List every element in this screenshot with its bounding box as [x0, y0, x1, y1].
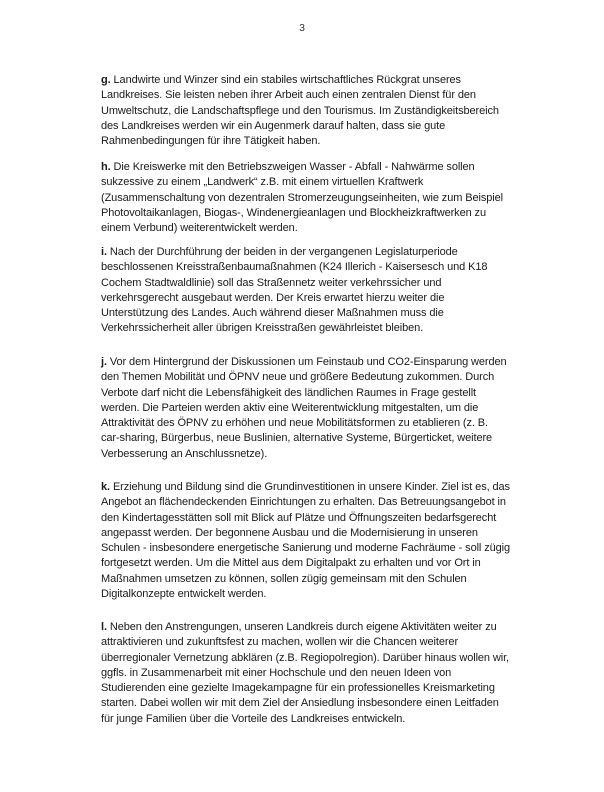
- paragraph-line: Studierenden eine gezielte Imagekampagne für ein professionelles Kreismarketing: [101, 682, 495, 695]
- paragraph-marker: k.: [101, 481, 110, 493]
- paragraph-line: den Themen Mobilität und ÖPNV neue und größere Bedeutung zukommen. Durch: [101, 371, 495, 384]
- paragraph-line: attraktivieren und zukunftsfest zu machen, wollen wir die Chancen weiterer: [101, 636, 459, 649]
- paragraph-line: werden. Die Parteien werden aktiv eine Weiterentwicklung mitgestalten, um die: [101, 401, 479, 414]
- paragraph-line: Verbote darf nicht die Lebensfähigkeit des ländlichen Raumes in Frage gestellt: [101, 386, 476, 399]
- page-number: 3: [299, 22, 305, 34]
- paragraph-line: ggfls. in Zusammenarbeit mit einer Hochschule und den neuen Ideen von: [101, 666, 452, 679]
- paragraph-g: [101, 73, 541, 149]
- paragraph-line: einem Verbund) weiterentwickelt werden.: [101, 222, 298, 235]
- paragraph-line: sukzessive zu einem „Landwerk“ z.B. mit einem virtuellen Kraftwerk: [101, 176, 424, 189]
- paragraph-line: g. Landwirte und Winzer sind ein stabiles wirtschaftliches Rückgrat unseres: [101, 74, 461, 86]
- paragraph-line: des Landkreises werden wir ein Augenmerk darauf halten, dass sie gute: [101, 119, 446, 132]
- paragraph-k: [101, 480, 541, 602]
- paragraph-line: Unterstützung des Landes. Auch während dieser Maßnahmen muss die: [101, 307, 444, 320]
- paragraph-line: den Kindertagesstätten soll mit Blick auf Plätze und Öffnungszeiten bedarfsgerecht: [101, 511, 497, 524]
- paragraph-marker: j.: [101, 356, 107, 368]
- paragraph-line: h. Die Kreiswerke mit den Betriebszweigen Wasser - Abfall - Nahwärme sollen: [101, 161, 475, 173]
- paragraph-line: beschlossenen Kreisstraßenbaumaßnahmen (K24 Illerich - Kaisersesch und K18: [101, 261, 488, 274]
- paragraph-line: Angebot an flächendeckenden Einrichtungen zu erhalten. Das Betreuungsangebot in: [101, 496, 506, 509]
- paragraph-line: Maßnahmen umsetzen zu können, sollen zügig gemeinsam mit den Schulen: [101, 572, 467, 585]
- paragraph-line: k. Erziehung und Bildung sind die Grundinvestitionen in unsere Kinder. Ziel ist es, das: [101, 481, 510, 493]
- paragraph-line: Digitalkonzepte entwickelt werden.: [101, 588, 267, 601]
- paragraph-marker: g.: [101, 74, 111, 86]
- paragraph-line: Umweltschutz, die Landschaftspflege und den Tourismus. Im Zuständigkeitsbereich: [101, 104, 499, 117]
- paragraph-line: starten. Dabei wollen wir mit dem Ziel der Ansiedlung insbesondere einen Leitfaden: [101, 697, 499, 710]
- paragraph-line: Landkreises. Sie leisten neben ihrer Arbeit auch einen zentralen Dienst für den: [101, 89, 476, 102]
- paragraph-l: [101, 620, 541, 727]
- paragraph-marker: l.: [101, 621, 107, 633]
- paragraph-line: angepasst werden. Der begonnene Ausbau und die Modernisierung in unseren: [101, 526, 478, 539]
- paragraph-marker: i.: [101, 246, 107, 258]
- paragraph-i: [101, 245, 541, 337]
- paragraph-line: überregionaler Vernetzung abklären (z.B. Regiopolregion). Darüber hinaus wollen wir,: [101, 651, 510, 664]
- paragraph-marker: h.: [101, 161, 111, 173]
- paragraph-line: (Zusammenschaltung von dezentralen Stromerzeugungseinheiten, wie zum Beispiel: [101, 191, 503, 204]
- paragraph-line: Photovoltaikanlagen, Biogas-, Windenergieanlagen und Blockheizkraftwerken zu: [101, 206, 486, 219]
- paragraph-line: j. Vor dem Hintergrund der Diskussionen um Feinstaub und CO2-Einsparung werden: [101, 356, 507, 368]
- paragraph-line: Rahmenbedingungen für ihre Tätigkeit haben.: [101, 135, 321, 148]
- paragraph-line: Schulen - insbesondere energetische Sanierung und moderne Fachräume - soll zügig: [101, 542, 511, 555]
- paragraph-line: Attraktivität des ÖPNV zu erhöhen und neue Mobilitätsformen zu etablieren (z. B.: [101, 417, 488, 430]
- paragraph-line: fortgesetzt werden. Um die Mittel aus dem Digitalpakt zu erhalten und vor Ort in: [101, 557, 481, 570]
- paragraph-line: i. Nach der Durchführung der beiden in der vergangenen Legislaturperiode: [101, 246, 458, 258]
- paragraph-line: l. Neben den Anstrengungen, unseren Landkreis durch eigene Aktivitäten weiter zu: [101, 621, 497, 633]
- paragraph-h: [101, 160, 541, 236]
- paragraph-line: Verbesserung an Anschlussnetze).: [101, 447, 268, 460]
- paragraph-line: Cochem Stadtwaldlinie) soll das Straßennetz weiter verkehrssicher und: [101, 276, 442, 289]
- paragraph-line: verkehrsgerecht ausgebaut werden. Der Kreis erwartet hierzu weiter die: [101, 291, 445, 304]
- paragraph-j: [101, 355, 541, 462]
- paragraph-line: für junge Familien über die Vorteile des Landkreises entwickeln.: [101, 712, 406, 725]
- paragraph-line: car-sharing, Bürgerbus, neue Buslinien, alternative Systeme, Bürgerticket, weitere: [101, 432, 493, 445]
- paragraph-line: Verkehrssicherheit aller übrigen Kreisstraßen gewährleistet bleiben.: [101, 322, 424, 335]
